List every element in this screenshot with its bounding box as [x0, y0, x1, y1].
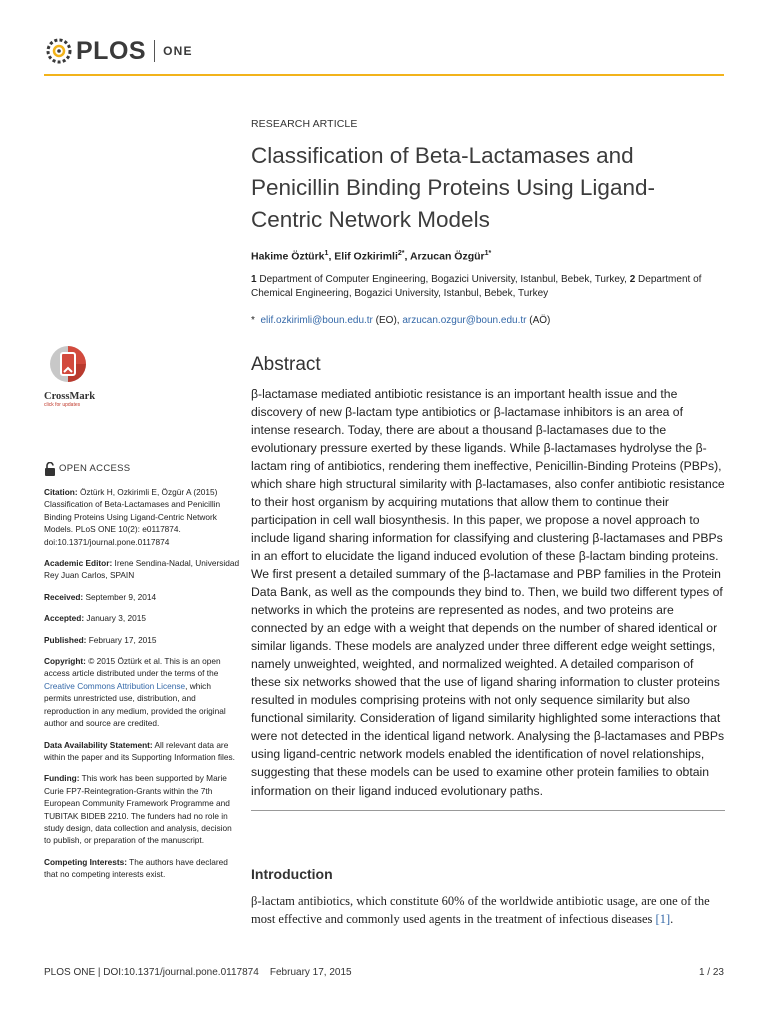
data-availability-text: All relevant data are within the paper and its Supporting Information files.: [44, 739, 235, 762]
affiliation-number: 1: [251, 273, 257, 285]
competing-interests-label: Competing Interests:: [44, 856, 127, 867]
abstract-divider: [251, 810, 725, 811]
author-list: Hakime Öztürk$^1$, Elif Ozkirimli$^{2*}$, Arzucan Özgür$^{1*}$: [251, 250, 492, 263]
author-name[interactable]: Arzucan Özgür: [409, 250, 485, 263]
abstract-heading: Abstract: [251, 353, 321, 375]
article-main: [251, 118, 725, 928]
copyright-block: [44, 655, 240, 729]
accepted-block: [44, 612, 240, 624]
article-title: Classification of Beta-Lactamases and Penicillin Binding Proteins Using Ligand-Centric Network Models: [251, 143, 655, 232]
published-date: February 17, 2015: [86, 634, 157, 645]
accepted-label: Accepted:: [44, 613, 85, 624]
author-initials: (EO),: [372, 314, 403, 326]
corresponding-authors: [251, 315, 725, 326]
open-lock-icon: [44, 462, 56, 476]
email-link[interactable]: elif.ozkirimli@boun.edu.tr: [260, 314, 373, 326]
crossmark-icon: [44, 344, 92, 384]
open-access-badge[interactable]: [44, 462, 240, 476]
introduction-paragraph: β-lactam antibiotics, which constitute 60% of the worldwide antibiotic usage, are one of the most effective and commonly used agents in the treatment of infectious diseases: [251, 893, 710, 926]
received-label: Received:: [44, 591, 84, 602]
reference-link[interactable]: [1]: [655, 911, 671, 926]
received-block: [44, 591, 240, 603]
affiliation-text: Department of Chemical Engineering, Bogazici University, Istanbul, Bebek, Turkey: [251, 273, 702, 299]
crossmark-sublabel: click for updates: [44, 402, 81, 408]
accepted-date: January 3, 2015: [84, 613, 146, 624]
brand-name: PLOS: [76, 36, 147, 65]
funding-text: This work has been supported by Marie Curie FP7-Reintegration-Grants within the 7th European Community Framework Programme and TUBITAK BIDEB 2210. The funders had no role in study design, data collection and analysis, decision to publish, or preparation of the manuscript.: [44, 773, 232, 846]
author-affiliation-mark: 1: [324, 250, 329, 257]
copyright-label: Copyright:: [44, 656, 86, 667]
header-accent-rule: [44, 74, 724, 76]
open-access-label: OPEN ACCESS: [59, 462, 131, 474]
author-affiliation-mark: 1*: [484, 250, 492, 257]
editor-label: Academic Editor:: [44, 558, 113, 569]
plos-logo-icon: [44, 36, 74, 66]
footer-citation: PLOS ONE | DOI:10.1371/journal.pone.0117874 February 17, 2015: [44, 967, 352, 978]
editor-block: [44, 557, 240, 582]
published-label: Published:: [44, 634, 87, 645]
plos-one-logo[interactable]: [44, 36, 193, 66]
author-name[interactable]: Hakime Öztürk: [251, 250, 325, 263]
funding-label: Funding:: [44, 773, 80, 784]
data-availability-label: Data Availability Statement:: [44, 739, 153, 750]
email-link[interactable]: arzucan.ozgur@boun.edu.tr: [402, 314, 527, 326]
abstract-text: β-lactamase mediated antibiotic resistance is an important health issue and the discovery of new β-lactam type antibiotics or β-lactamase inhibitors is an area of intense research. Today, there are about a thousand β-lactamases due to the evolutionary pressure exerted by these ligands. While β-lactamases hydrolyse the β-lactam ring of antibiotics, rendering them ineffective, Penicillin-Binding Proteins (PBPs), which share high structural similarity with β-lactamases, also confer antibiotic resistance to their host organism by acquiring mutations that allow them to continue their participation in cell wall biosynthesis. In this paper, we propose a novel approach to include ligand sharing information for classifying and clustering β-lactamases and PBPs in an effort to elucidate the ligand induced evolution of these β-lactam binding proteins. We first present a detailed summary of the β-lactamase and PBP families in the Protein Data Bank, as well as the compounds they bind to. Then, we build two different types of networks in which the proteins are represented as nodes, and two proteins are connected by an edge with a weight that depends on the number of shared identical or similar ligands. These models are analyzed under three different edge weight settings, namely unweighted, weighted, and normalized weighted. A detailed comparison of these six networks showed that the use of ligand sharing information to cluster proteins resulted in modules comprising proteins with not only sequence similarity but also functional similarity. Consideration of ligand similarity highlighted some interactions that were not detected in the identical ligand network. Analysing the β-lactamases and PBPs using ligand-centric network models enabled the identification of novel relationships, suggesting that these models can be used to examine other protein families to obtain information on their ligand induced evolutionary paths.: [251, 386, 725, 798]
copyright-text: © 2015 Öztürk et al. This is an open access article distributed under the terms of the: [44, 656, 221, 679]
citation-block: [44, 486, 240, 548]
article-type: RESEARCH ARTICLE: [251, 118, 358, 130]
author-affiliation-mark: 2*: [397, 250, 405, 257]
sentence-end: .: [670, 911, 674, 926]
license-link[interactable]: Creative Commons Attribution License: [44, 680, 186, 691]
received-date: September 9, 2014: [83, 591, 157, 602]
logo-divider: [154, 40, 155, 62]
affiliation-number: 2: [629, 273, 636, 285]
data-availability-block: [44, 739, 240, 764]
crossmark-label: CrossMark: [44, 391, 96, 402]
editor-text: Irene Sendina-Nadal, Universidad Rey Juan Carlos, SPAIN: [44, 558, 240, 581]
citation-text: Öztürk H, Ozkirimli E, Özgür A (2015) Classification of Beta-Lactamases and Penicillin Binding Proteins Using Ligand-Centric Network Models. PLoS ONE 10(2): e0117874. doi:10.1371/journal.pone.0117874: [44, 487, 221, 547]
affiliation-text: Department of Computer Engineering, Bogazici University, Istanbul, Bebek, Turkey,: [256, 273, 630, 285]
published-block: [44, 634, 240, 646]
journal-name: ONE: [163, 44, 193, 58]
article-info-sidebar: [44, 462, 240, 890]
page-number: 1 / 23: [698, 967, 724, 978]
copyright-text-2: , which permits unrestricted use, distribution, and reproduction in any medium, provided the original author and source are credited.: [44, 680, 226, 729]
crossmark-badge[interactable]: [44, 344, 104, 408]
author-name[interactable]: Elif Ozkirimli: [334, 250, 398, 263]
affiliations: [251, 273, 725, 301]
competing-interests-text: The authors have declared that no competing interests exist.: [44, 856, 228, 880]
citation-label: Citation:: [44, 487, 78, 497]
author-initials: (AÖ): [526, 314, 551, 326]
introduction-heading: Introduction: [251, 865, 333, 882]
corresponding-star: *: [251, 314, 255, 326]
competing-interests-block: [44, 856, 240, 881]
introduction-text: [251, 892, 725, 928]
page-footer: [44, 967, 724, 978]
funding-block: [44, 772, 240, 846]
